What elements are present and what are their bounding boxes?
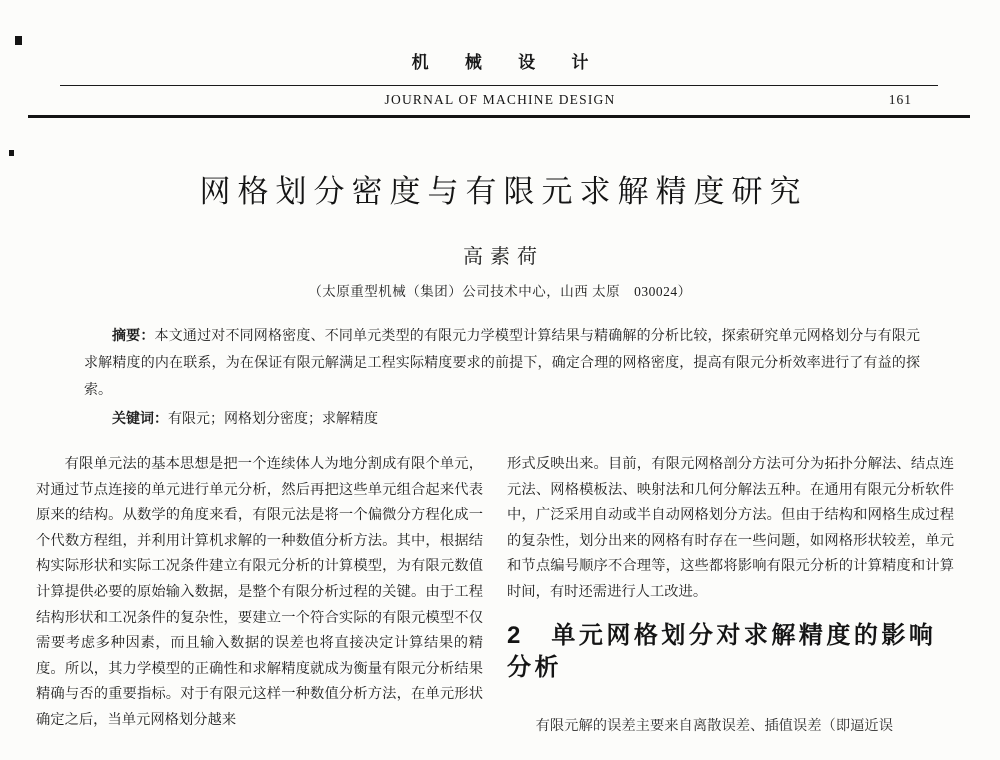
journal-name-english: JOURNAL OF MACHINE DESIGN [384, 92, 616, 107]
right-column [507, 452, 954, 760]
left-column-paragraph: 有限单元法的基本思想是把一个连续体人为地分割成有限个单元，对通过节点连接的单元进行单元分析，然后再把这些单元组合起来代表原来的结构。从数学的角度来看，有限元法是将一个偏微分方程化成一个代数方程组，并利用计算机求解的一种数值分析方法。其中，根据结构实际形状和实际工况条件建立有限元分析的计算模型，为有限元数值计算提供必要的原始输入数据，是整个有限分析过程的关键。由于工程结构形状和工况条件的复杂性，要建立一个符合实际的有限元模型不仅需要考虑多种因素，而且输入数据的误差也将直接决定计算结果的精度。所以，其力学模型的正确性和求解精度就成为衡量有限元分析结果精确与否的重要指标。对于有限元这样一种数值分析方法，在单元形状确定之后，当单元网格划分越来 [36, 456, 483, 728]
author-name: 高素荷 [463, 246, 544, 268]
page-number: 161 [888, 92, 912, 107]
abstract-text: 本文通过对不同网格密度、不同单元类型的有限元力学模型计算结果与精确解的分析比较，探索研究单元网格划分与有限元求解精度的内在联系，为在保证有限元解满足工程实际精度要求的前提下，确定合理的网格密度，提高有限元分析效率进行了有益的探索。 [84, 329, 921, 398]
body-columns [36, 452, 954, 760]
journal-name-chinese: 机 械 设 计 [411, 53, 605, 72]
scan-artifact [15, 36, 22, 45]
keywords-text: 有限元；网格划分密度；求解精度 [168, 412, 378, 427]
keywords-line [84, 405, 920, 433]
scan-artifact [9, 150, 14, 156]
header-rule-thin [60, 85, 938, 86]
abstract-label: 摘要： [112, 327, 155, 343]
header-rule-thick [28, 115, 970, 118]
section-2-heading: 2 单元网格划分对求解精度的影响分析 [507, 621, 937, 681]
author-affiliation: （太原重型机械（集团）公司技术中心，山西 太原 030024） [308, 284, 692, 299]
abstract-paragraph [84, 322, 920, 404]
keywords-label: 关键词： [112, 410, 168, 426]
left-column [36, 452, 483, 760]
section-2-first-line-clipped: 有限元解的误差主要来自离散误差、插值误差（即逼近误 [535, 717, 894, 734]
right-column-paragraph: 形式反映出来。目前，有限元网格剖分方法可分为拓扑分解法、结点连元法、网格模板法、映射法和几何分解法五种。在通用有限元分析软件中，广泛采用自动或半自动网格划分方法。但由于结构和网格生成过程的复杂性，划分出来的网格有时存在一些问题，如网格形状较差，单元和节点编号顺序不合理等，这些都将影响有限元分析的计算精度和计算时间，有时还需进行人工改进。 [507, 456, 954, 600]
article-title: 网格划分密度与有限元求解精度研究 [199, 174, 808, 209]
